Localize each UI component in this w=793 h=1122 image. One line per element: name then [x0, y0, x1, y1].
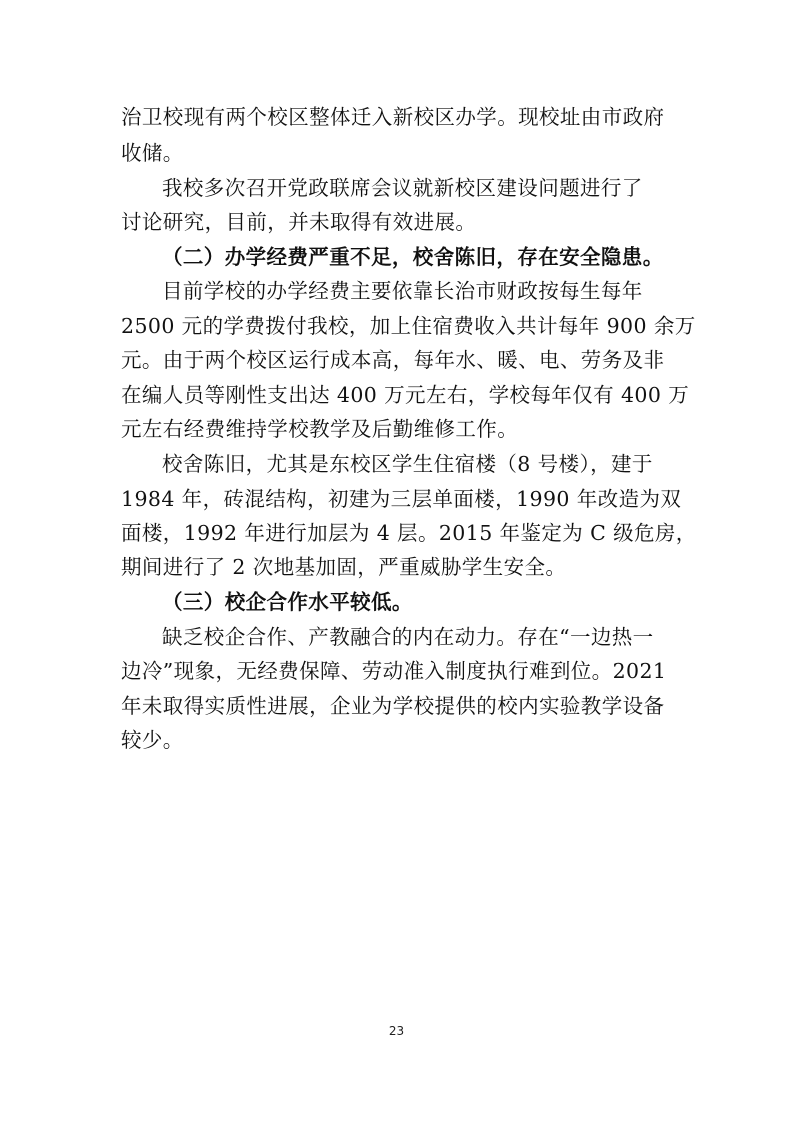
paragraph-line: 面楼，1992 年进行加层为 4 层。2015 年鉴定为 C 级危房， — [121, 521, 697, 545]
section-heading: （三）校企合作水平较低。 — [162, 590, 413, 614]
paragraph-line: 年未取得实质性进展，企业为学校提供的校内实验教学设备 — [121, 694, 665, 718]
paragraph-line: 收储。 — [121, 141, 184, 165]
paragraph-line: 讨论研究，目前，并未取得有效进展。 — [121, 210, 477, 234]
paragraph-line: 目前学校的办学经费主要依靠长治市财政按每生每年 — [162, 279, 643, 303]
paragraph-line: 缺乏校企合作、产教融合的内在动力。存在“一边热一 — [162, 625, 654, 649]
paragraph-line: 我校多次召开党政联席会议就新校区建设问题进行了 — [162, 176, 643, 200]
paragraph-line: 2500 元的学费拨付我校，加上住宿费收入共计每年 900 余万 — [121, 314, 696, 338]
paragraph-line: 较少。 — [121, 728, 184, 752]
paragraph-line: 元。由于两个校区运行成本高，每年水、暖、电、劳务及非 — [121, 348, 665, 372]
paragraph-line: 在编人员等刚性支出达 400 万元左右，学校每年仅有 400 万 — [121, 383, 690, 407]
paragraph-line: 期间进行了 2 次地基加固，严重威胁学生安全。 — [121, 555, 567, 579]
paragraph-line: 校舍陈旧，尤其是东校区学生住宿楼（8 号楼），建于 — [162, 452, 653, 476]
section-heading: （二）办学经费严重不足，校舍陈旧，存在安全隐患。 — [162, 245, 664, 269]
paragraph-line: 边冷”现象，无经费保障、劳动准入制度执行难到位。2021 — [121, 659, 667, 683]
paragraph-line: 治卫校现有两个校区整体迁入新校区办学。现校址由市政府 — [121, 105, 665, 129]
paragraph-line: 元左右经费维持学校教学及后勤维修工作。 — [121, 417, 519, 441]
page-number: 23 — [388, 1024, 405, 1038]
paragraph-line: 1984 年，砖混结构，初建为三层单面楼，1990 年改造为双 — [121, 487, 682, 511]
